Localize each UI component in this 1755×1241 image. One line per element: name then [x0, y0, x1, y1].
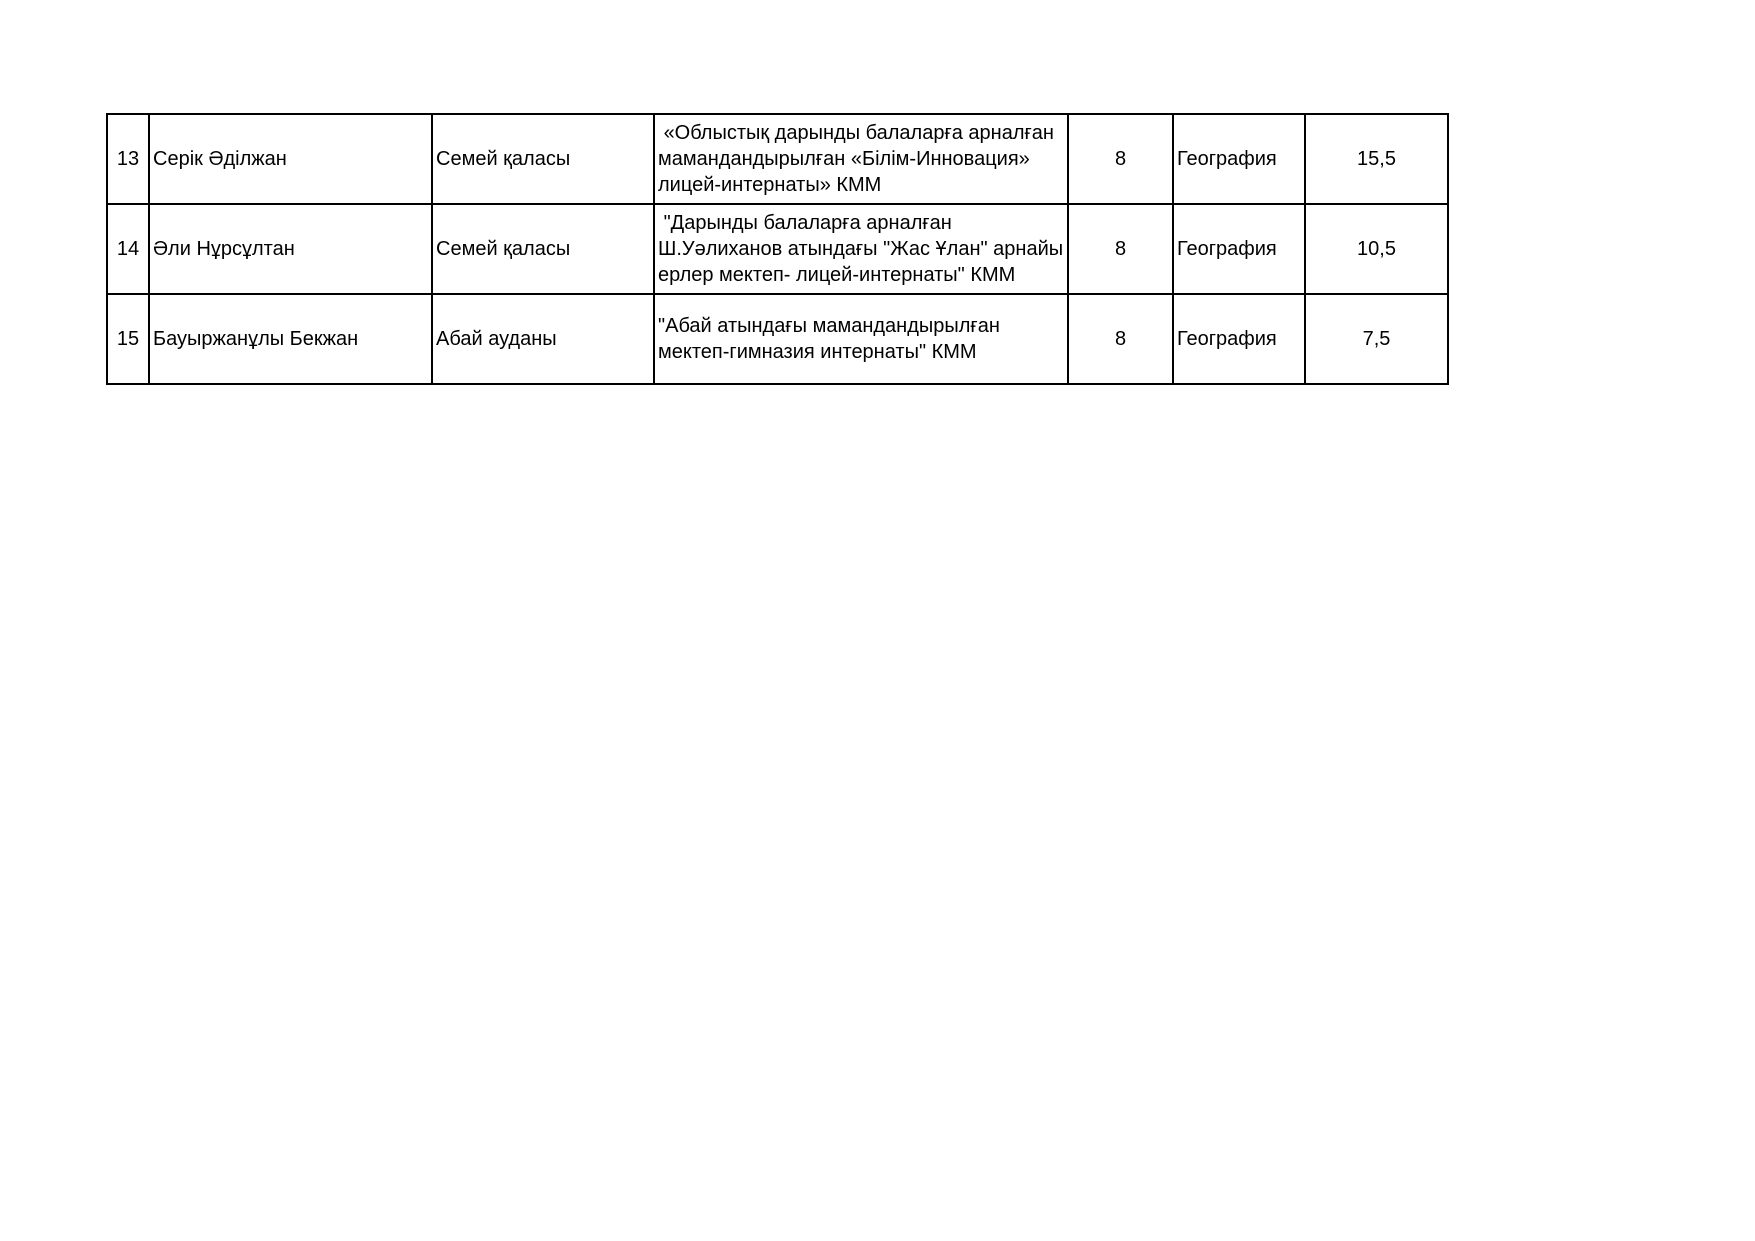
district: Семей қаласы [436, 238, 571, 260]
school-name: "Дарынды балаларға арналған Ш.Уәлиханов атындағы "Жас Ұлан" арнайы ерлер мектеп- лицей-интернаты" КММ [658, 212, 1069, 286]
student-name: Серік Әділжан [153, 148, 287, 170]
school-cell [654, 114, 1068, 204]
row-number-cell [107, 114, 149, 204]
grade-cell [1068, 204, 1173, 294]
row-number-cell [107, 294, 149, 384]
student-name: Бауыржанұлы Бекжан [153, 328, 359, 350]
score: 10,5 [1357, 238, 1396, 260]
grade-cell [1068, 114, 1173, 204]
score: 7,5 [1362, 328, 1391, 350]
subject-cell [1173, 204, 1305, 294]
row-number: 13 [116, 148, 140, 170]
table-row [107, 294, 1448, 384]
row-number: 14 [116, 238, 140, 260]
subject-cell [1173, 294, 1305, 384]
student-name: Әли Нұрсұлтан [153, 238, 295, 260]
district: Абай ауданы [436, 328, 557, 350]
score: 15,5 [1357, 148, 1396, 170]
school-cell [654, 204, 1068, 294]
student-name-cell [149, 294, 432, 384]
district: Семей қаласы [436, 148, 571, 170]
school-name: "Абай атындағы мамандандырылған мектеп-гимназия интернаты" КММ [658, 315, 1006, 363]
subject: География [1177, 328, 1277, 350]
row-number: 15 [116, 328, 140, 350]
row-number-cell [107, 204, 149, 294]
school-cell [654, 294, 1068, 384]
subject-cell [1173, 114, 1305, 204]
student-name-cell [149, 114, 432, 204]
results-table [106, 113, 1449, 385]
score-cell [1305, 294, 1448, 384]
grade: 8 [1114, 238, 1127, 260]
table-row [107, 204, 1448, 294]
subject: География [1177, 148, 1277, 170]
grade-cell [1068, 294, 1173, 384]
district-cell [432, 114, 654, 204]
grade: 8 [1114, 148, 1127, 170]
school-name: «Облыстық дарынды балаларға арналған мамандандырылған «Білім-Инновация» лицей-интернаты» КММ [658, 122, 1060, 196]
grade: 8 [1114, 328, 1127, 350]
subject: География [1177, 238, 1277, 260]
table-row [107, 114, 1448, 204]
district-cell [432, 294, 654, 384]
district-cell [432, 204, 654, 294]
student-name-cell [149, 204, 432, 294]
score-cell [1305, 204, 1448, 294]
score-cell [1305, 114, 1448, 204]
